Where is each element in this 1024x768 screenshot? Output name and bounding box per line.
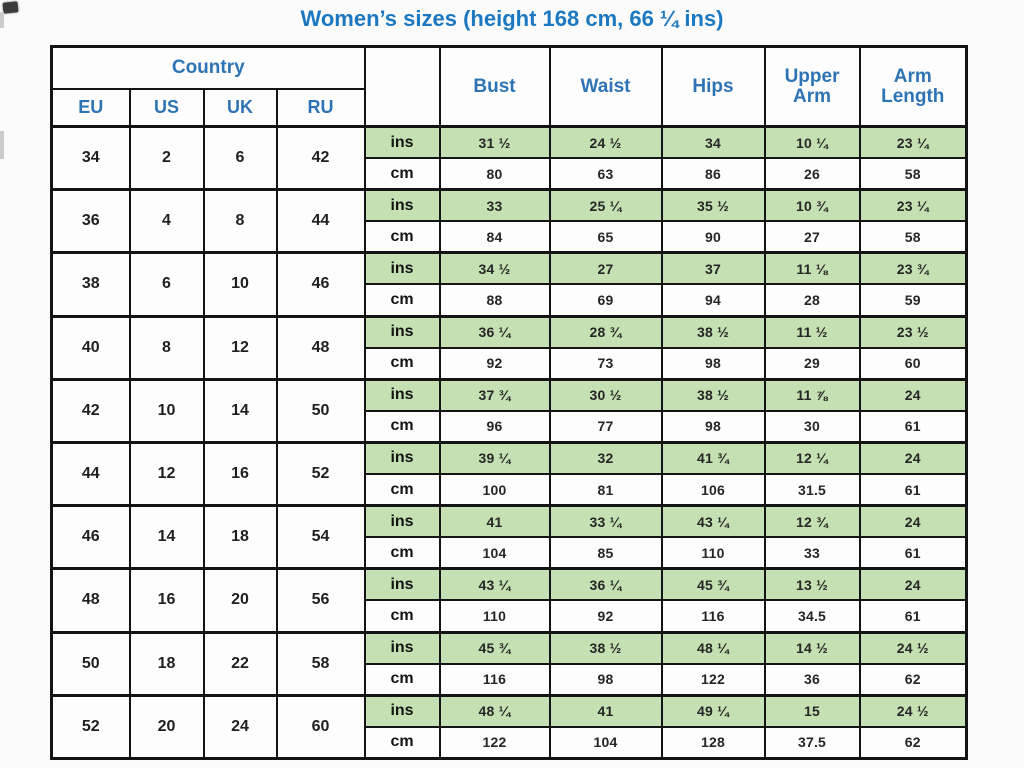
measurement-value: 37.5 (765, 727, 860, 759)
measurement-value: 98 (662, 348, 765, 380)
size-ru-cell: 54 (277, 506, 365, 569)
column-header-ru: RU (277, 89, 365, 127)
unit-label-cm: cm (365, 411, 440, 443)
unit-label-ins: ins (365, 190, 440, 222)
unit-label-ins: ins (365, 632, 440, 664)
measurement-value: 62 (860, 664, 967, 696)
unit-label-cm: cm (365, 537, 440, 569)
unit-label-ins: ins (365, 253, 440, 285)
measurement-value: 116 (440, 664, 550, 696)
measurement-value: 24 (860, 569, 967, 601)
size-us-cell: 8 (130, 316, 204, 379)
measurement-value: 65 (550, 221, 662, 253)
size-uk-cell: 14 (204, 379, 277, 442)
measurement-value: 48 ¼ (440, 695, 550, 727)
measurement-value: 36 ¼ (550, 569, 662, 601)
size-eu-cell: 48 (52, 569, 130, 632)
measurement-value: 34.5 (765, 600, 860, 632)
column-header-uk: UK (204, 89, 277, 127)
measurement-value: 49 ¼ (662, 695, 765, 727)
size-row-38-ins (52, 253, 967, 285)
measurement-value: 41 (550, 695, 662, 727)
measurement-value: 61 (860, 600, 967, 632)
measurement-value: 43 ¼ (662, 506, 765, 538)
measurement-value: 12 ¾ (765, 506, 860, 538)
size-ru-cell: 42 (277, 127, 365, 190)
size-row-46-ins (52, 506, 967, 538)
measurement-value: 33 (440, 190, 550, 222)
size-uk-cell: 12 (204, 316, 277, 379)
measurement-value: 13 ½ (765, 569, 860, 601)
size-uk-cell: 20 (204, 569, 277, 632)
size-row-40-ins (52, 316, 967, 348)
measurement-value: 73 (550, 348, 662, 380)
measurement-value: 11 ⅛ (765, 253, 860, 285)
measurement-value: 34 (662, 127, 765, 159)
measurement-value: 61 (860, 411, 967, 443)
measurement-value: 23 ¼ (860, 127, 967, 159)
unit-label-ins: ins (365, 316, 440, 348)
measurement-value: 11 ⅞ (765, 379, 860, 411)
size-uk-cell: 24 (204, 695, 277, 758)
size-us-cell: 12 (130, 442, 204, 505)
measurement-value: 41 (440, 506, 550, 538)
measurement-value: 110 (440, 600, 550, 632)
measurement-value: 104 (550, 727, 662, 759)
unit-label-cm: cm (365, 348, 440, 380)
measurement-value: 31.5 (765, 474, 860, 506)
measurement-value: 122 (440, 727, 550, 759)
measurement-value: 27 (550, 253, 662, 285)
measurement-value: 90 (662, 221, 765, 253)
size-uk-cell: 16 (204, 442, 277, 505)
unit-label-cm: cm (365, 284, 440, 316)
unit-label-ins: ins (365, 695, 440, 727)
column-header-bust: Bust (440, 47, 550, 127)
size-eu-cell: 44 (52, 442, 130, 505)
measurement-value: 81 (550, 474, 662, 506)
size-uk-cell: 6 (204, 127, 277, 190)
measurement-value: 77 (550, 411, 662, 443)
size-uk-cell: 8 (204, 190, 277, 253)
column-header-upper-arm: Upper Arm (765, 47, 860, 127)
measurement-value: 41 ¾ (662, 442, 765, 474)
measurement-value: 24 (860, 379, 967, 411)
measurement-value: 31 ½ (440, 127, 550, 159)
measurement-value: 116 (662, 600, 765, 632)
measurement-value: 94 (662, 284, 765, 316)
size-row-52-ins (52, 695, 967, 727)
measurement-value: 84 (440, 221, 550, 253)
size-eu-cell: 46 (52, 506, 130, 569)
measurement-value: 100 (440, 474, 550, 506)
measurement-value: 26 (765, 158, 860, 190)
measurement-value: 27 (765, 221, 860, 253)
unit-label-cm: cm (365, 727, 440, 759)
column-header-waist: Waist (550, 47, 662, 127)
size-us-cell: 2 (130, 127, 204, 190)
unit-label-ins: ins (365, 379, 440, 411)
measurement-value: 106 (662, 474, 765, 506)
measurement-value: 15 (765, 695, 860, 727)
size-row-48-ins (52, 569, 967, 601)
size-ru-cell: 56 (277, 569, 365, 632)
size-ru-cell: 48 (277, 316, 365, 379)
size-row-42-ins (52, 379, 967, 411)
unit-label-ins: ins (365, 506, 440, 538)
size-eu-cell: 38 (52, 253, 130, 316)
measurement-value: 58 (860, 158, 967, 190)
measurement-value: 104 (440, 537, 550, 569)
size-ru-cell: 46 (277, 253, 365, 316)
measurement-value: 48 ¼ (662, 632, 765, 664)
measurement-value: 43 ¼ (440, 569, 550, 601)
measurement-value: 98 (662, 411, 765, 443)
measurement-value: 28 (765, 284, 860, 316)
size-us-cell: 18 (130, 632, 204, 695)
measurement-value: 110 (662, 537, 765, 569)
size-eu-cell: 34 (52, 127, 130, 190)
measurement-value: 10 ¼ (765, 127, 860, 159)
measurement-value: 80 (440, 158, 550, 190)
measurement-value: 11 ½ (765, 316, 860, 348)
unit-column-header (365, 47, 440, 127)
unit-label-ins: ins (365, 569, 440, 601)
measurement-value: 38 ½ (550, 632, 662, 664)
measurement-value: 23 ¼ (860, 190, 967, 222)
column-header-hips: Hips (662, 47, 765, 127)
size-row-34-ins (52, 127, 967, 159)
measurement-value: 24 ½ (550, 127, 662, 159)
column-header-us: US (130, 89, 204, 127)
size-ru-cell: 52 (277, 442, 365, 505)
measurement-value: 32 (550, 442, 662, 474)
size-uk-cell: 18 (204, 506, 277, 569)
measurement-value: 24 (860, 506, 967, 538)
measurement-value: 59 (860, 284, 967, 316)
country-group-header: Country (52, 47, 365, 89)
size-us-cell: 14 (130, 506, 204, 569)
size-us-cell: 6 (130, 253, 204, 316)
measurement-value: 61 (860, 474, 967, 506)
size-uk-cell: 22 (204, 632, 277, 695)
unit-label-ins: ins (365, 442, 440, 474)
size-row-50-ins (52, 632, 967, 664)
measurement-value: 14 ½ (765, 632, 860, 664)
size-ru-cell: 50 (277, 379, 365, 442)
measurement-value: 39 ¼ (440, 442, 550, 474)
measurement-value: 34 ½ (440, 253, 550, 285)
measurement-value: 38 ½ (662, 316, 765, 348)
size-row-36-ins (52, 190, 967, 222)
header-row-country (52, 47, 967, 89)
measurement-value: 58 (860, 221, 967, 253)
measurement-value: 96 (440, 411, 550, 443)
size-eu-cell: 52 (52, 695, 130, 758)
measurement-value: 63 (550, 158, 662, 190)
size-eu-cell: 50 (52, 632, 130, 695)
unit-label-ins: ins (365, 127, 440, 159)
measurement-value: 23 ½ (860, 316, 967, 348)
measurement-value: 35 ½ (662, 190, 765, 222)
measurement-value: 85 (550, 537, 662, 569)
size-row-44-ins (52, 442, 967, 474)
measurement-value: 92 (440, 348, 550, 380)
unit-label-cm: cm (365, 600, 440, 632)
edge-artifact (0, 131, 4, 159)
page-title: Women’s sizes (height 168 cm, 66 ¼ ins) (300, 6, 724, 31)
measurement-value: 33 (765, 537, 860, 569)
size-eu-cell: 40 (52, 316, 130, 379)
measurement-value: 128 (662, 727, 765, 759)
size-us-cell: 10 (130, 379, 204, 442)
measurement-value: 38 ½ (662, 379, 765, 411)
measurement-value: 28 ¾ (550, 316, 662, 348)
size-ru-cell: 60 (277, 695, 365, 758)
measurement-value: 24 ½ (860, 632, 967, 664)
measurement-value: 88 (440, 284, 550, 316)
measurement-value: 29 (765, 348, 860, 380)
size-ru-cell: 44 (277, 190, 365, 253)
unit-label-cm: cm (365, 664, 440, 696)
column-header-eu: EU (52, 89, 130, 127)
measurement-value: 24 (860, 442, 967, 474)
size-chart-table (50, 45, 968, 760)
measurement-value: 45 ¾ (662, 569, 765, 601)
size-uk-cell: 10 (204, 253, 277, 316)
size-us-cell: 4 (130, 190, 204, 253)
measurement-value: 86 (662, 158, 765, 190)
column-header-arm-length: Arm Length (860, 47, 967, 127)
measurement-value: 24 ½ (860, 695, 967, 727)
measurement-value: 36 ¼ (440, 316, 550, 348)
unit-label-cm: cm (365, 474, 440, 506)
measurement-value: 69 (550, 284, 662, 316)
measurement-value: 60 (860, 348, 967, 380)
measurement-value: 10 ¾ (765, 190, 860, 222)
size-ru-cell: 58 (277, 632, 365, 695)
size-eu-cell: 42 (52, 379, 130, 442)
size-us-cell: 20 (130, 695, 204, 758)
measurement-value: 33 ¼ (550, 506, 662, 538)
measurement-value: 30 ½ (550, 379, 662, 411)
measurement-value: 92 (550, 600, 662, 632)
unit-label-cm: cm (365, 221, 440, 253)
measurement-value: 12 ¼ (765, 442, 860, 474)
measurement-value: 37 ¾ (440, 379, 550, 411)
measurement-value: 61 (860, 537, 967, 569)
size-us-cell: 16 (130, 569, 204, 632)
measurement-value: 62 (860, 727, 967, 759)
size-eu-cell: 36 (52, 190, 130, 253)
measurement-value: 37 (662, 253, 765, 285)
measurement-value: 23 ¾ (860, 253, 967, 285)
measurement-value: 36 (765, 664, 860, 696)
measurement-value: 122 (662, 664, 765, 696)
measurement-value: 45 ¾ (440, 632, 550, 664)
measurement-value: 25 ¼ (550, 190, 662, 222)
measurement-value: 30 (765, 411, 860, 443)
measurement-value: 98 (550, 664, 662, 696)
unit-label-cm: cm (365, 158, 440, 190)
